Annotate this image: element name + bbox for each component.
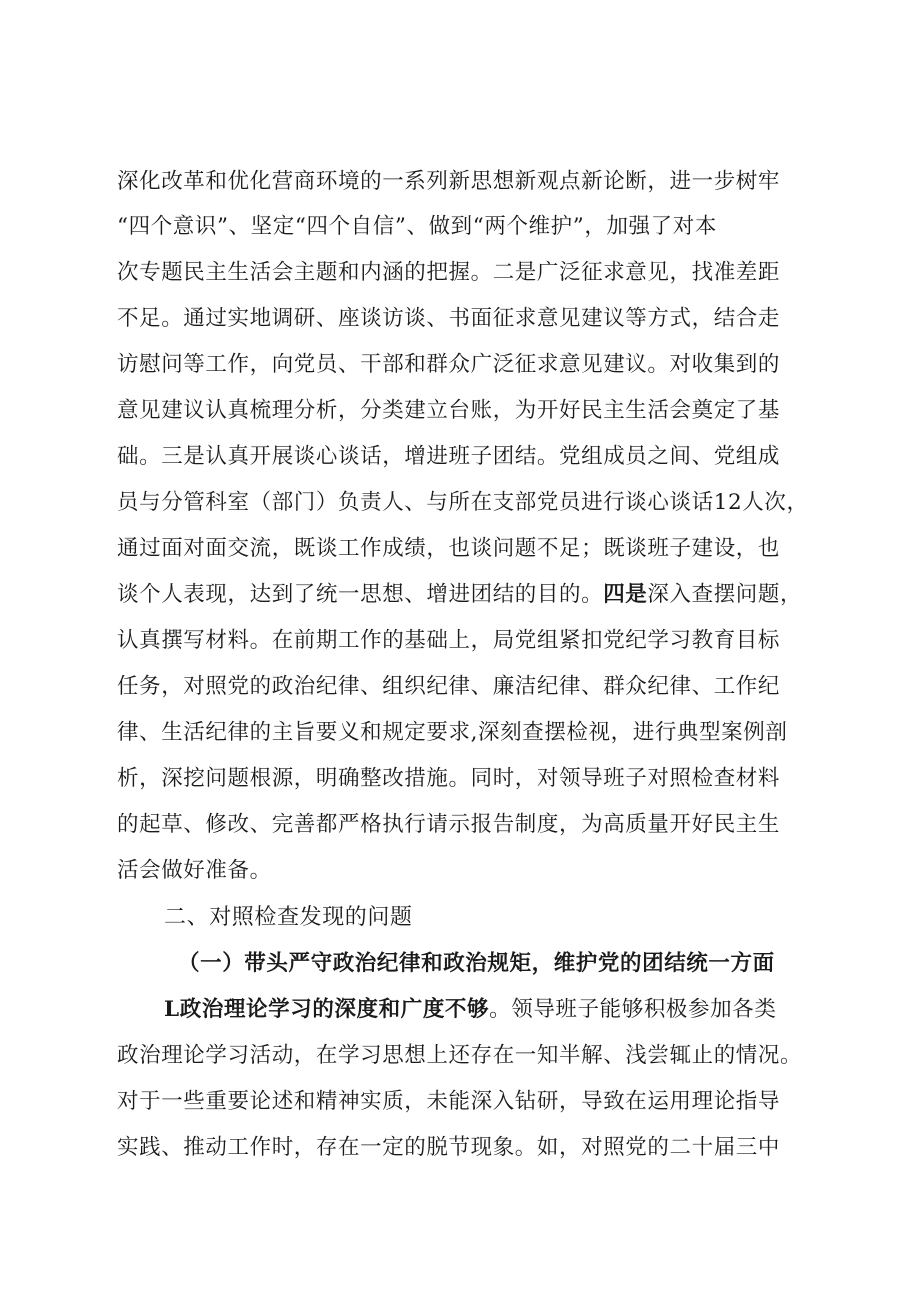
paragraph-line [117,580,802,610]
paragraph-line: 政治理论学习活动，在学习思想上还存在一知半解、浅尝辄止的情况。 [117,1043,803,1068]
section-heading: 二、对照检查发现的问题 [164,905,413,930]
paragraph-line: “四个意识”、坚定“四个自信”、做到“两个维护”，加强了对本 [117,214,717,239]
paragraph-line: 通过面对面交流，既谈工作成绩，也谈问题不足；既谈班子建设，也 [117,536,781,561]
paragraph-line: 析，深挖问题根源，明确整改措施。同时，对领导班子对照检查材料 [117,766,781,791]
paragraph-line: 员与分管科室（部门）负责人、与所在支部党员进行谈心谈话12人次， [117,490,809,515]
paragraph-line: 访慰问等工作，向党员、干部和群众广泛征求意见建议。对收集到的 [117,352,781,377]
paragraph-line: 实践、推动工作时，存在一定的脱节现象。如，对照党的二十届三中 [117,1135,781,1160]
paragraph-text: 谈个人表现，达到了统一思想、增进团结的目的。 [117,582,604,607]
paragraph-line: 活会做好准备。 [117,858,272,883]
paragraph-line: 律、生活纪律的主旨要义和规定要求,深刻查摆检视，进行典型案例剖 [117,720,788,745]
paragraph-line: 意见建议认真梳理分析，分类建立台账，为开好民主生活会奠定了基 [117,398,781,423]
paragraph-line: 础。三是认真开展谈心谈话，增进班子团结。党组成员之间、党组成 [117,444,781,469]
item-title: L政治理论学习的深度和广度不够 [164,997,490,1022]
paragraph-line: 对于一些重要论述和精神实质，未能深入钻研，导致在运用理论指导 [117,1089,781,1114]
paragraph-line: 次专题民主生活会主题和内涵的把握。二是广泛征求意见，找准差距 [117,260,781,285]
paragraph-line: 认真撰写材料。在前期工作的基础上，局党组紧扣党纪学习教育目标 [117,628,781,653]
paragraph-line: 不足。通过实地调研、座谈访谈、书面征求意见建议等方式，结合走 [117,306,781,331]
paragraph-line: 深化改革和优化营商环境的一系列新思想新观点新论断，进一步树牢 [117,169,781,194]
paragraph-bold-text: 四是 [603,582,648,607]
subsection-heading: （一）带头严守政治纪律和政治规矩，维护党的团结统一方面 [178,951,775,976]
paragraph-line [164,995,776,1025]
paragraph-line: 的起草、修改、完善都严格执行请示报告制度，为高质量开好民主生 [117,812,781,837]
paragraph-text: 深入查摆问题， [647,582,803,607]
paragraph-text: 。领导班子能够积极参加各类 [489,997,777,1022]
paragraph-line: 任务，对照党的政治纪律、组织纪律、廉洁纪律、群众纪律、工作纪 [117,674,781,699]
